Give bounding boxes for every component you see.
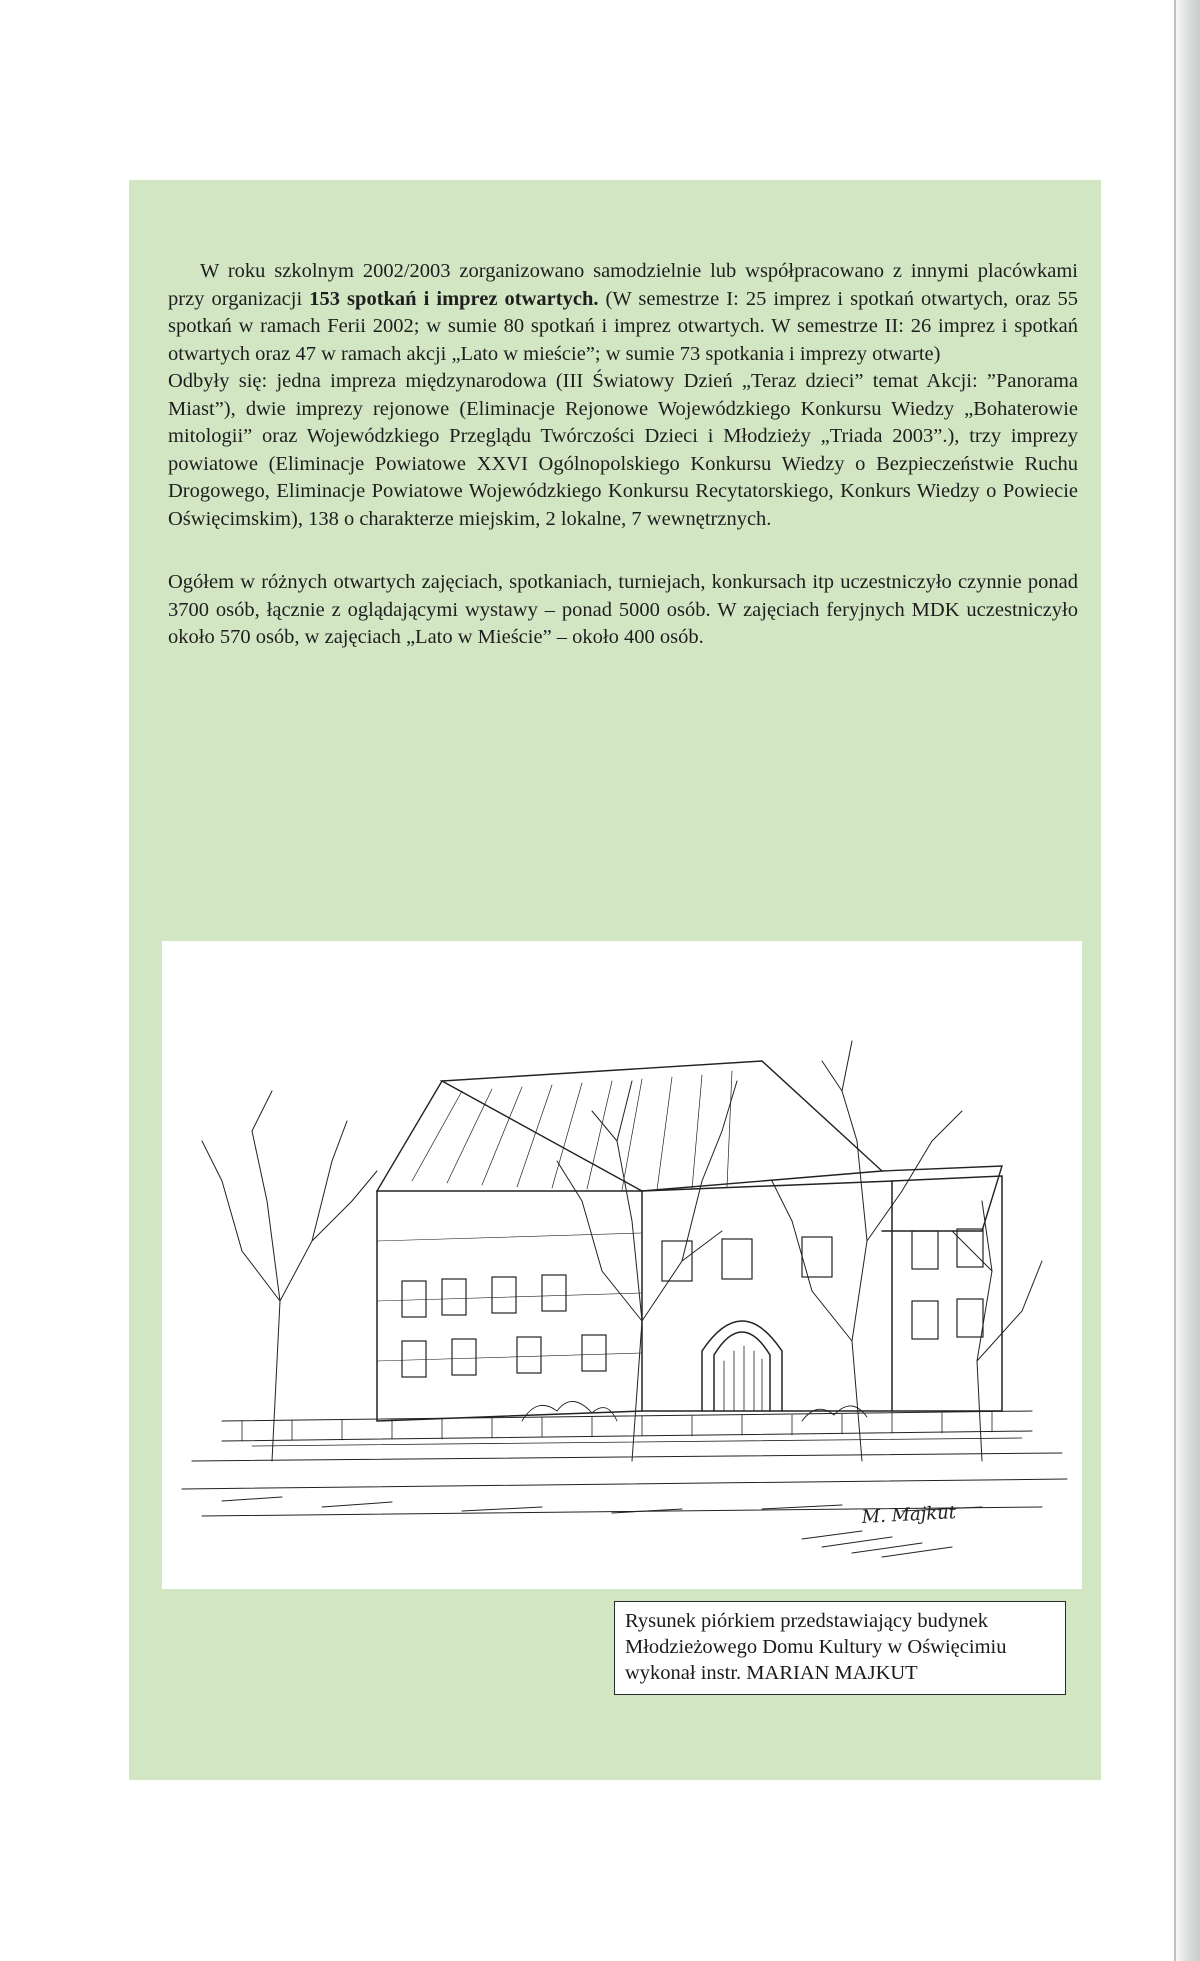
arched-entrance xyxy=(702,1321,782,1411)
caption-line-3: wykonał instr. MARIAN MAJKUT xyxy=(625,1662,918,1684)
caption-line-1: Rysunek piórkiem przedstawiający budynek xyxy=(625,1610,988,1632)
building-roof xyxy=(377,1061,1002,1231)
paragraph-gap xyxy=(168,533,1078,569)
paragraph-participants: Ogółem w różnych otwartych zajęciach, spotkaniach, turniejach, konkursach itp uczestniczyło czynnie ponad 3700 osób, łącznie z oglądającymi wystawy – ponad 5000 osób. W zajęciach feryjnych MDK uczestniczyło około 570 osób, w zajęciach „Lato w Mieście” – około 400 osób. xyxy=(168,571,1078,648)
page-edge-line xyxy=(1174,0,1176,1961)
building-pen-drawing xyxy=(162,941,1082,1589)
paragraph-events-list: Odbyły się: jedna impreza międzynarodowa (III Światowy Dzień „Teraz dzieci” temat Akcji: ”Panorama Miast”), dwie imprezy rejonowe (Eliminacje Rejonowe Wojewódzkiego Konkursu Wiedzy „Bohaterowie mitologii” oraz Wojewódzkiego Przeglądu Twórczości Dzieci i Młodzieży „Triada 2003”.), trzy imprezy powiatowe (Eliminacje Powiatowe XXVI Ogólnopolskiego Konkursu Wiedzy o Bezpieczeństwie Ruchu Drogowego, Eliminacje Powiatowe Wojewódzkiego Konkursu Recytatorskiego, Konkurs Wiedzy o Powiecie Oświęcimskim), 138 o charakterze miejskim, 2 lokalne, 7 wewnętrznych. xyxy=(168,370,1078,530)
building-windows xyxy=(402,1229,983,1377)
fence xyxy=(222,1411,1032,1441)
caption-line-2: Młodzieżowego Domu Kultury w Oświęcimiu xyxy=(625,1636,1007,1658)
page-edge xyxy=(1172,0,1200,1961)
ground-hatching xyxy=(182,1438,1067,1557)
pen-drawing-svg xyxy=(162,941,1082,1589)
paragraph-semester-details: (W semestrze I: 25 imprez i spotkań otwartych, oraz 55 spotkań w ramach Ferii 2002; w sumie 80 spotkań i imprez otwartych. W semestrze II: 26 imprez i spotkań otwartych oraz 47 w ramach akcji „Lato w mieście”; w sumie 73 spotkania i imprezy otwarte) xyxy=(168,287,1078,365)
building-facade xyxy=(377,1176,1002,1421)
illustration-caption xyxy=(614,1601,1066,1695)
paragraph-events-summary xyxy=(168,258,1078,368)
paragraph-intro: W roku szkolnym 2002/2003 zorganizowano samodzielnie lub współpracowano z innymi placówkami przy organizacji xyxy=(168,260,1078,310)
events-count-highlight: 153 spotkań i imprez otwartych. xyxy=(309,287,599,310)
bare-trees xyxy=(202,1041,1042,1461)
artist-signature: M. Majkut xyxy=(861,1502,957,1528)
report-text xyxy=(168,258,1078,652)
